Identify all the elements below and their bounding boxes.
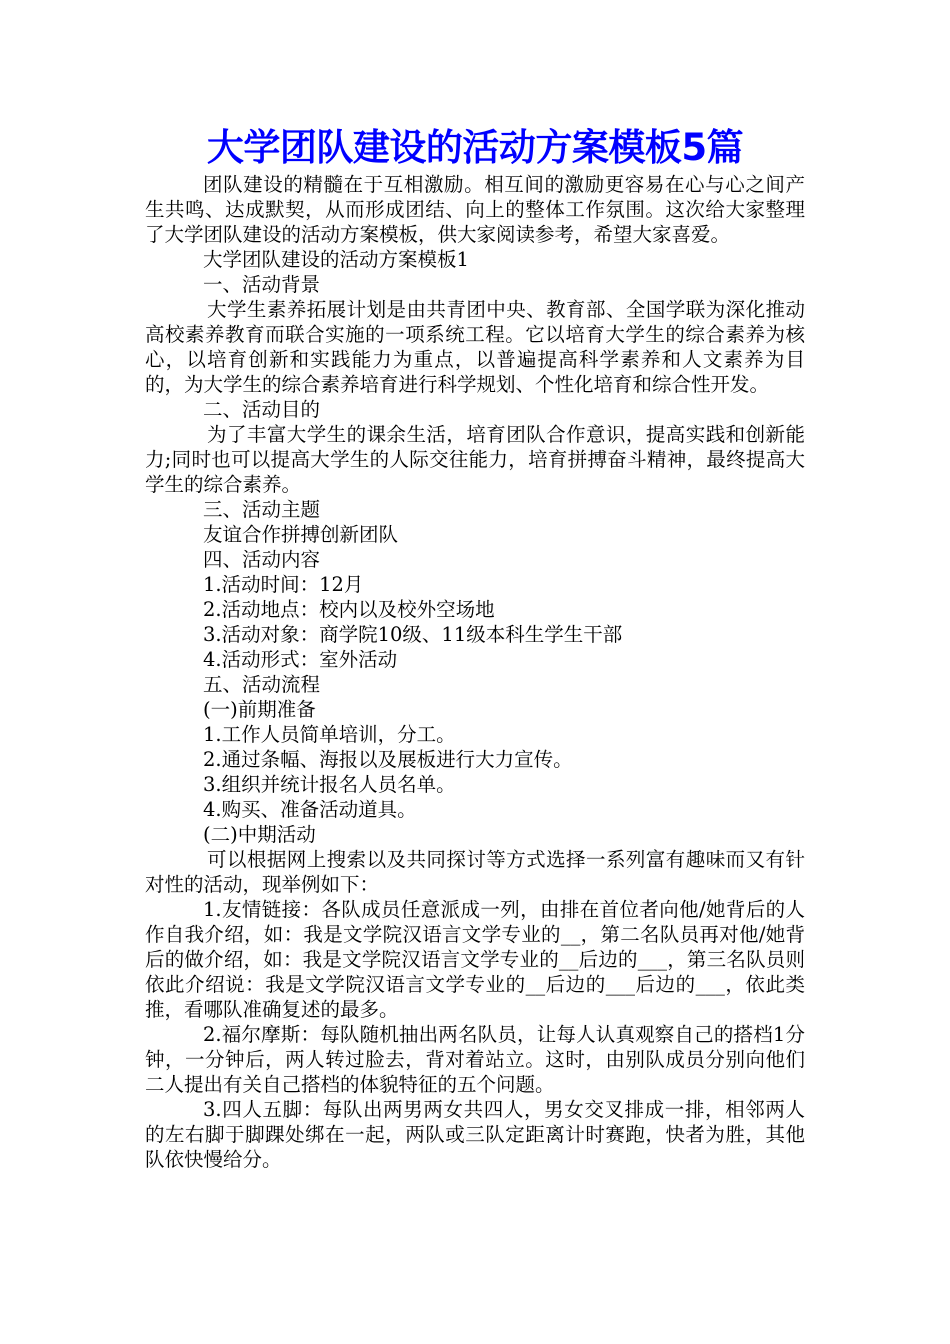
section-heading-background: 一、活动背景: [203, 273, 321, 296]
content-item-format: 4.活动形式：室外活动: [203, 648, 398, 671]
document-page: [145, 118, 805, 1172]
prep-item: 3.组织并统计报名人员名单。: [203, 773, 456, 796]
prep-item: 4.购买、准备活动道具。: [203, 798, 417, 821]
content-item-time: 1.活动时间：12月: [203, 573, 364, 596]
mid-intro-paragraph: 可以根据网上搜索以及共同探讨等方式选择一系列富有趣味而又有针对性的活动，现举例如下：: [145, 848, 805, 896]
content-item-participants: 3.活动对象：商学院10级、11级本科生学生干部: [203, 623, 623, 646]
section-heading-theme: 三、活动主题: [203, 498, 321, 521]
prep-item: 2.通过条幅、海报以及展板进行大力宣传。: [203, 748, 573, 771]
activity-paragraph: 2.福尔摩斯：每队随机抽出两名队员，让每人认真观察自己的搭档1分钟，一分钟后，两人转过脸去，背对着站立。这时，由别队成员分别向他们二人提出有关自己搭档的体貌特征的五个问题。: [145, 1023, 805, 1096]
section-heading-content: 四、活动内容: [203, 548, 321, 571]
theme-text: 友谊合作拼搏创新团队: [203, 523, 399, 546]
activity-paragraph: 1.友情链接：各队成员任意派成一列，由排在首位者向他/她背后的人作自我介绍，如：我是文学院汉语言文学专业的__，第二名队员再对他/她背后的做介绍，如：我是文学院汉语言文学专业的__后边的___，第三名队员则依此介绍说：我是文学院汉语言文学专业的__后边的___后边的___，依此类推，看哪队准确复述的最多。: [145, 898, 805, 1021]
mid-heading: (二)中期活动: [203, 823, 316, 846]
purpose-paragraph: 为了丰富大学生的课余生活，培育团队合作意识，提高实践和创新能力;同时也可以提高大学生的人际交往能力，培育拼搏奋斗精神，最终提高大学生的综合素养。: [145, 423, 805, 496]
background-paragraph: 大学生素养拓展计划是由共青团中央、教育部、全国学联为深化推动高校素养教育而联合实施的一项系统工程。它以培育大学生的综合素养为核心，以培育创新和实践能力为重点，以普遍提高科学素养和人文素养为目的，为大学生的综合素养培育进行科学规划、个性化培育和综合性开发。: [145, 298, 805, 396]
document-title: 大学团队建设的活动方案模板5篇: [206, 126, 744, 169]
section-heading-purpose: 二、活动目的: [203, 398, 321, 421]
intro-paragraph: 团队建设的精髓在于互相激励。相互间的激励更容易在心与心之间产生共鸣、达成默契，从而形成团结、向上的整体工作氛围。这次给大家整理了大学团队建设的活动方案模板，供大家阅读参考，希望大家喜爱。: [145, 173, 805, 246]
prep-heading: (一)前期准备: [203, 698, 316, 721]
prep-item: 1.工作人员简单培训，分工。: [203, 723, 456, 746]
activity-paragraph: 3.四人五脚：每队出两男两女共四人，男女交叉排成一排，相邻两人的左右脚于脚踝处绑在一起，两队或三队定距离计时赛跑，快者为胜，其他队依快慢给分。: [145, 1098, 805, 1171]
section-heading-process: 五、活动流程: [203, 673, 321, 696]
content-item-location: 2.活动地点：校内以及校外空场地: [203, 598, 495, 621]
template-heading: 大学团队建设的活动方案模板1: [203, 248, 469, 271]
